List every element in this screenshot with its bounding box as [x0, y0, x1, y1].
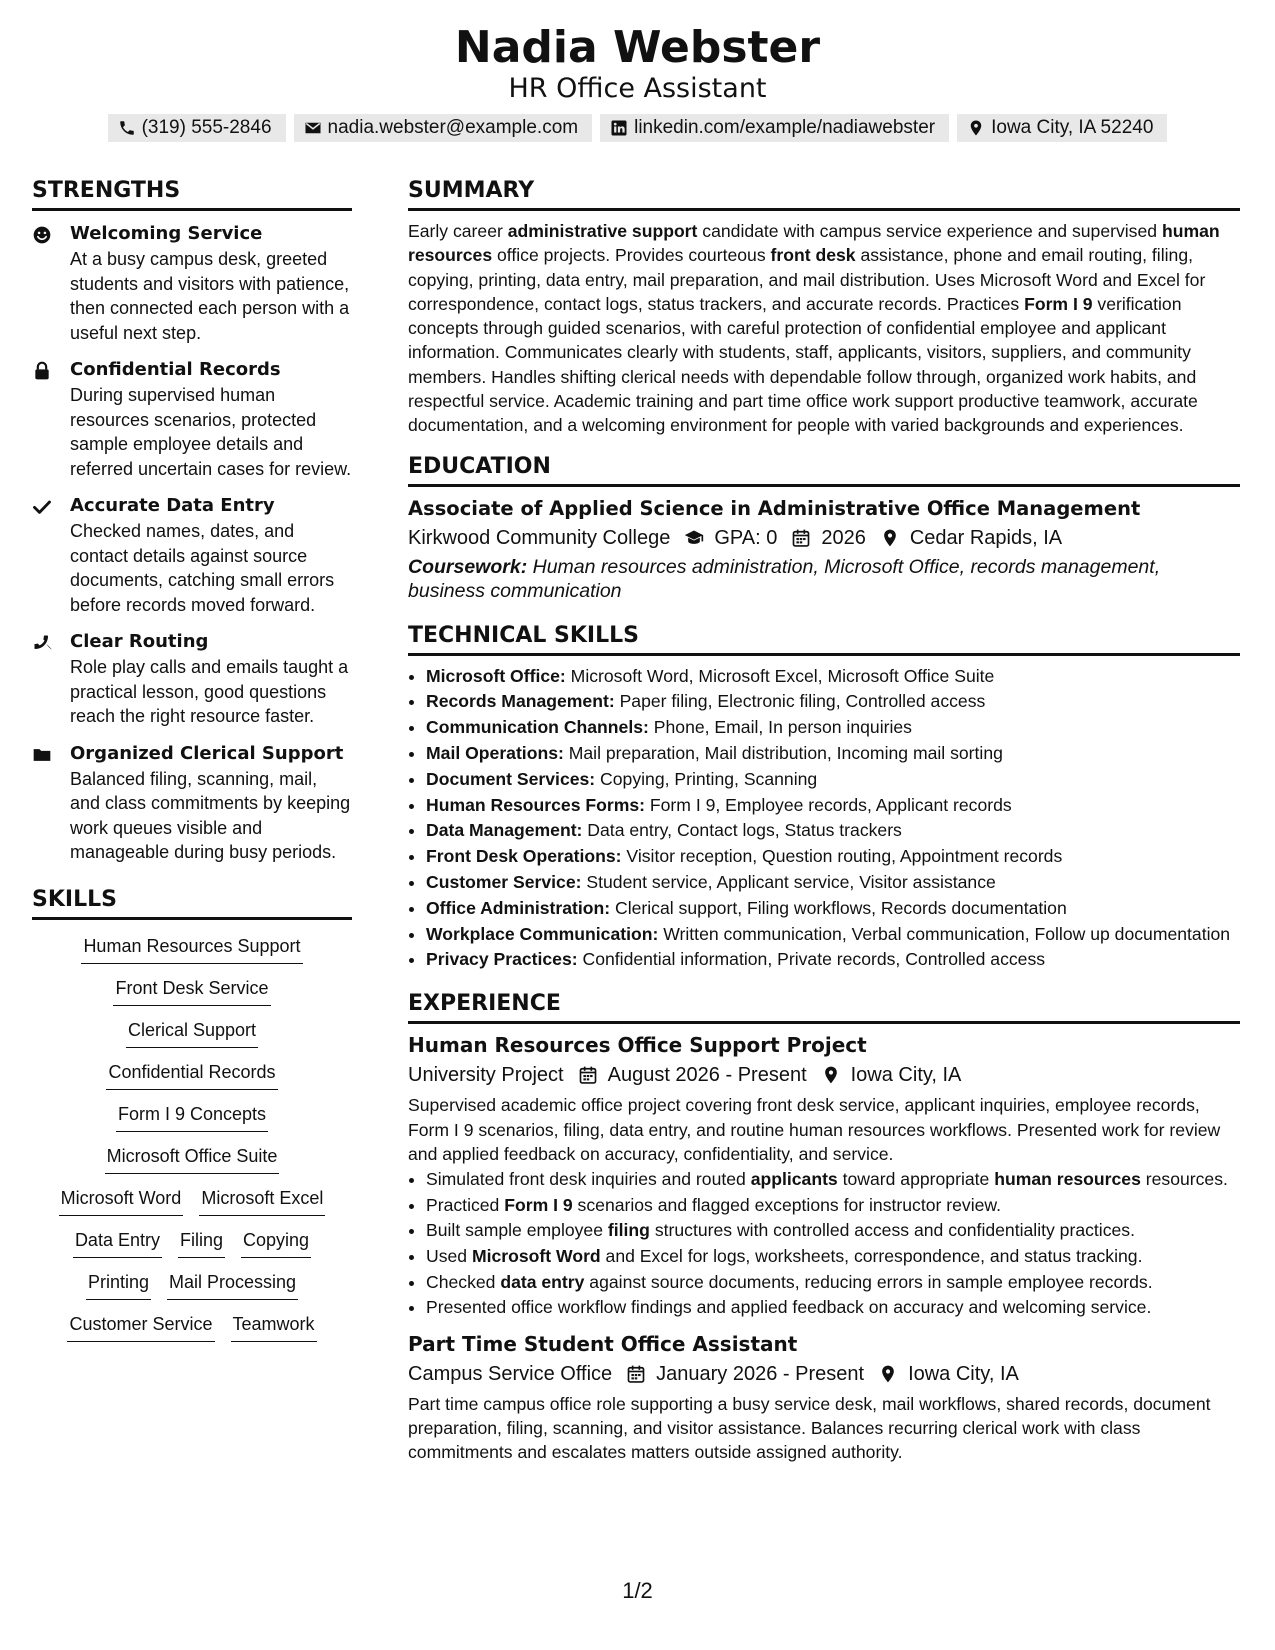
skill-tag: Data Entry: [73, 1228, 162, 1258]
tech-skill-value: Form I 9, Employee records, Applicant records: [645, 794, 1012, 815]
strength-item: [32, 357, 352, 481]
job-meta: [408, 1060, 1240, 1090]
summary-part: assistance, phone and email routing, filing, copying, printing, data entry, mail preparation, and mail distribution. Uses Microsoft Word and Excel for correspondence, contact logs, status trackers, and accurate records. Practices: [408, 245, 1206, 314]
strength-title: Clear Routing: [70, 631, 209, 652]
tech-skill-item: [426, 767, 1240, 793]
bullet-text: Built sample employee: [426, 1220, 608, 1241]
calendar-icon: [791, 528, 811, 548]
job-bullet: [426, 1270, 1240, 1296]
bullet-bold: Microsoft Word: [471, 1245, 601, 1266]
bullet-text: Presented office workflow findings and applied feedback on accuracy and welcoming service.: [426, 1297, 1152, 1318]
strength-title: Welcoming Service: [70, 223, 263, 244]
school-location: Cedar Rapids, IA: [909, 526, 1063, 549]
summary-part: Early career: [408, 221, 508, 241]
summary-part-bold: human resources: [408, 221, 1220, 266]
education-heading: EDUCATION: [408, 452, 1240, 487]
tech-skill-value: Phone, Email, In person inquiries: [648, 717, 912, 738]
tech-skill-item: [426, 715, 1240, 741]
skill-tag: Customer Service: [67, 1312, 214, 1342]
bullet-text: Simulated front desk inquiries and routed: [426, 1169, 751, 1190]
tech-skill-value: Visitor reception, Question routing, Appointment records: [621, 846, 1063, 867]
strength-desc: Checked names, dates, and contact details against source documents, catching small errors before records moved forward.: [70, 521, 335, 615]
contact-phone[interactable]: [108, 114, 286, 142]
email-text: nadia.webster@example.com: [327, 117, 579, 138]
phone-icon: [118, 119, 136, 137]
page-number: 1/2: [622, 1578, 653, 1603]
coursework-label: Coursework:: [408, 555, 528, 578]
tech-skill-item: [426, 896, 1240, 922]
coursework: [408, 555, 1240, 603]
tech-skill-value: Data entry, Contact logs, Status trackers: [582, 820, 902, 841]
bullet-text: structures with controlled access and confidentiality practices.: [649, 1220, 1135, 1241]
experience-heading: EXPERIENCE: [408, 989, 1240, 1024]
strength-desc: Role play calls and emails taught a practical lesson, good questions reach the right resource faster.: [70, 657, 349, 726]
bullet-text: resources.: [1140, 1169, 1228, 1190]
folder-icon: [32, 745, 52, 765]
candidate-name: Nadia Webster: [454, 22, 821, 73]
strength-title: Confidential Records: [70, 359, 281, 380]
job-dates: January 2026 - Present: [656, 1362, 865, 1385]
job-bullet: [426, 1218, 1240, 1244]
tech-skill-value: Clerical support, Filing workflows, Records documentation: [610, 897, 1067, 918]
technical-skills-heading: TECHNICAL SKILLS: [408, 621, 1240, 656]
contact-bar: [0, 114, 1275, 142]
bullet-bold: Form I 9: [504, 1194, 573, 1215]
strength-title: Organized Clerical Support: [70, 742, 344, 764]
calendar-icon: [578, 1065, 598, 1085]
tech-skill-label: Customer Service:: [426, 872, 582, 893]
skill-tag: Clerical Support: [126, 1018, 258, 1048]
summary-part-bold: Form I 9: [1024, 293, 1093, 314]
summary-part: office projects. Provides courteous: [492, 245, 771, 266]
skill-tag: Confidential Records: [106, 1060, 277, 1090]
degree-title: Associate of Applied Science in Administrative Office Management: [408, 496, 1141, 520]
tech-skill-label: Front Desk Operations:: [426, 846, 622, 867]
candidate-title: HR Office Assistant: [508, 73, 767, 104]
coursework-text: Human resources administration, Microsoft Office, records management, business communication: [408, 555, 1161, 602]
job-org: University Project: [408, 1064, 564, 1087]
map-pin-icon: [967, 119, 985, 137]
map-pin-icon: [878, 1364, 898, 1384]
technical-skills-list: [408, 664, 1240, 974]
strength-item: [32, 741, 352, 865]
skills-row: [86, 1270, 298, 1300]
graduation-year: 2026: [821, 526, 866, 549]
bullet-text: against source documents, reducing errors in sample employee records.: [584, 1271, 1153, 1292]
tech-skill-label: Records Management:: [426, 691, 615, 712]
summary-part-bold: front desk: [770, 245, 856, 266]
job-summary: Part time campus office role supporting a busy service desk, mail workflows, shared records, document preparation, filing, scanning, and visitor assistance. Balances recurring clerical work with class commitments and escalates matters outside assigned authority.: [408, 1393, 1211, 1463]
bullet-text: Practiced: [426, 1194, 505, 1215]
skill-tag: Human Resources Support: [81, 934, 302, 964]
phone-text: (319) 555-2846: [141, 117, 272, 138]
job-org: Campus Service Office: [408, 1362, 613, 1385]
tech-skill-item: [426, 664, 1240, 690]
tech-skill-label: Office Administration:: [426, 897, 611, 918]
school-name: Kirkwood Community College: [408, 526, 671, 549]
linkedin-text: linkedin.com/example/nadiawebster: [634, 117, 936, 138]
strength-item: [32, 221, 352, 345]
smile-icon: [32, 225, 52, 245]
tech-skill-value: Student service, Applicant service, Visitor assistance: [581, 872, 996, 893]
tech-skill-item: [426, 689, 1240, 715]
tech-skill-item: [426, 741, 1240, 767]
skills-row: [116, 1102, 268, 1132]
strength-item: [32, 629, 352, 729]
tech-skill-label: Microsoft Office:: [426, 665, 566, 686]
tech-skill-label: Human Resources Forms:: [426, 794, 646, 815]
skills-row: [67, 1312, 316, 1342]
job-location: Iowa City, IA: [850, 1064, 962, 1087]
job-title: Part Time Student Office Assistant: [408, 1331, 798, 1356]
tech-skill-label: Privacy Practices:: [426, 949, 578, 970]
tech-skill-item: [426, 818, 1240, 844]
bullet-text: and Excel for logs, worksheets, correspondence, and status tracking.: [600, 1245, 1143, 1266]
check-icon: [32, 497, 52, 517]
skill-tag: Microsoft Office Suite: [105, 1144, 280, 1174]
tech-skill-value: Copying, Printing, Scanning: [595, 768, 818, 789]
skill-tag: Microsoft Word: [59, 1186, 184, 1216]
skill-tag: Printing: [86, 1270, 151, 1300]
contact-email[interactable]: [294, 114, 593, 142]
tech-skill-value: Microsoft Word, Microsoft Excel, Microsoft Office Suite: [565, 665, 995, 686]
strengths-heading: STRENGTHS: [32, 176, 352, 211]
tech-skill-value: Confidential information, Private records, Controlled access: [577, 949, 1046, 970]
bullet-bold: applicants: [750, 1169, 838, 1190]
skills-row: [105, 1144, 280, 1174]
skills-row: [59, 1186, 326, 1216]
strengths-list: [32, 221, 352, 865]
graduation-cap-icon: [684, 528, 704, 548]
tech-skill-label: Workplace Communication:: [426, 923, 659, 944]
skill-tag: Copying: [241, 1228, 311, 1258]
job-location: Iowa City, IA: [908, 1362, 1019, 1385]
summary-part: candidate with campus service experience and supervised: [697, 221, 1162, 241]
bullet-text: toward appropriate: [837, 1169, 995, 1190]
tech-skill-item: [426, 870, 1240, 896]
job-entry: [408, 1329, 1240, 1465]
contact-linkedin[interactable]: [600, 114, 949, 142]
job-title: Human Resources Office Support Project: [408, 1033, 867, 1058]
location-text: Iowa City, IA 52240: [991, 117, 1154, 138]
job-bullet: [426, 1167, 1240, 1193]
strength-desc: At a busy campus desk, greeted students and visitors with patience, then connected each person with a useful next step.: [70, 249, 350, 343]
contact-location: [957, 114, 1167, 142]
tech-skill-value: Written communication, Verbal communication, Follow up documentation: [658, 923, 1231, 944]
linkedin-icon: [610, 119, 628, 137]
tech-skill-item: [426, 947, 1240, 973]
tech-skill-item: [426, 793, 1240, 819]
job-meta: [408, 1359, 1240, 1389]
summary-part-bold: administrative support: [507, 221, 698, 241]
summary-part: verification concepts through guided scenarios, with careful protection of confidential employee and applicant information. Communicates clearly with students, staff, applicants, visitors, suppliers, and community members. Handles shifting clerical needs with dependable follow through, organized work habits, and respectful service. Academic training and part time office work support productive teamwork, accurate documentation, and a welcoming environment for people with varied backgrounds and experiences.: [408, 293, 1198, 436]
gpa-text: GPA: 0: [714, 526, 778, 549]
skills-heading: SKILLS: [32, 885, 352, 920]
left-column: [32, 176, 352, 1342]
map-pin-icon: [880, 528, 900, 548]
bullet-bold: human resources: [994, 1169, 1141, 1190]
strength-item: [32, 493, 352, 617]
tech-skill-label: Mail Operations:: [426, 743, 564, 764]
skills-tags: [32, 934, 352, 1342]
skill-tag: Teamwork: [231, 1312, 317, 1342]
job-bullet: [426, 1193, 1240, 1219]
tech-skill-item: [426, 922, 1240, 948]
job-entry: [408, 1030, 1240, 1320]
skills-row: [106, 1060, 277, 1090]
calendar-icon: [626, 1364, 646, 1384]
job-bullets: [408, 1167, 1240, 1321]
phone-icon: [32, 633, 52, 653]
right-column: [408, 176, 1240, 1465]
tech-skill-label: Document Services:: [426, 768, 596, 789]
strength-title: Accurate Data Entry: [70, 495, 275, 516]
job-summary: Supervised academic office project covering front desk service, applicant inquiries, employee records, Form I 9 scenarios, filing, data entry, and routine human resources workflows. Presented work for review and applied feedback on accuracy, confidentiality, and service.: [408, 1095, 1221, 1164]
bullet-bold: filing: [607, 1220, 650, 1241]
tech-skill-value: Paper filing, Electronic filing, Controlled access: [614, 691, 986, 712]
job-dates: August 2026 - Present: [607, 1064, 807, 1087]
skill-tag: Mail Processing: [167, 1270, 298, 1300]
skill-tag: Front Desk Service: [113, 976, 270, 1006]
bullet-bold: data entry: [500, 1271, 585, 1292]
job-bullet: [426, 1244, 1240, 1270]
summary-heading: SUMMARY: [408, 176, 1240, 211]
skills-row: [126, 1018, 258, 1048]
skill-tag: Form I 9 Concepts: [116, 1102, 268, 1132]
tech-skill-value: Mail preparation, Mail distribution, Incoming mail sorting: [563, 743, 1003, 764]
tech-skill-label: Data Management:: [426, 820, 583, 841]
skill-tag: Microsoft Excel: [199, 1186, 325, 1216]
summary-text: [408, 219, 1240, 438]
lock-icon: [32, 361, 52, 381]
job-bullet: [426, 1295, 1240, 1321]
bullet-text: Checked: [426, 1271, 501, 1292]
strength-desc: During supervised human resources scenarios, protected sample employee details and referred uncertain cases for review.: [70, 385, 352, 479]
skills-row: [81, 934, 302, 964]
bullet-text: Used: [426, 1245, 472, 1266]
tech-skill-label: Communication Channels:: [426, 717, 649, 738]
skills-row: [73, 1228, 311, 1258]
envelope-icon: [304, 119, 322, 137]
skill-tag: Filing: [178, 1228, 225, 1258]
bullet-text: scenarios and flagged exceptions for instructor review.: [572, 1194, 1002, 1215]
tech-skill-item: [426, 844, 1240, 870]
education-meta: [408, 523, 1240, 553]
strength-desc: Balanced filing, scanning, mail, and class commitments by keeping work queues visible and manageable during busy periods.: [70, 768, 351, 862]
skills-row: [113, 976, 270, 1006]
map-pin-icon: [821, 1065, 841, 1085]
